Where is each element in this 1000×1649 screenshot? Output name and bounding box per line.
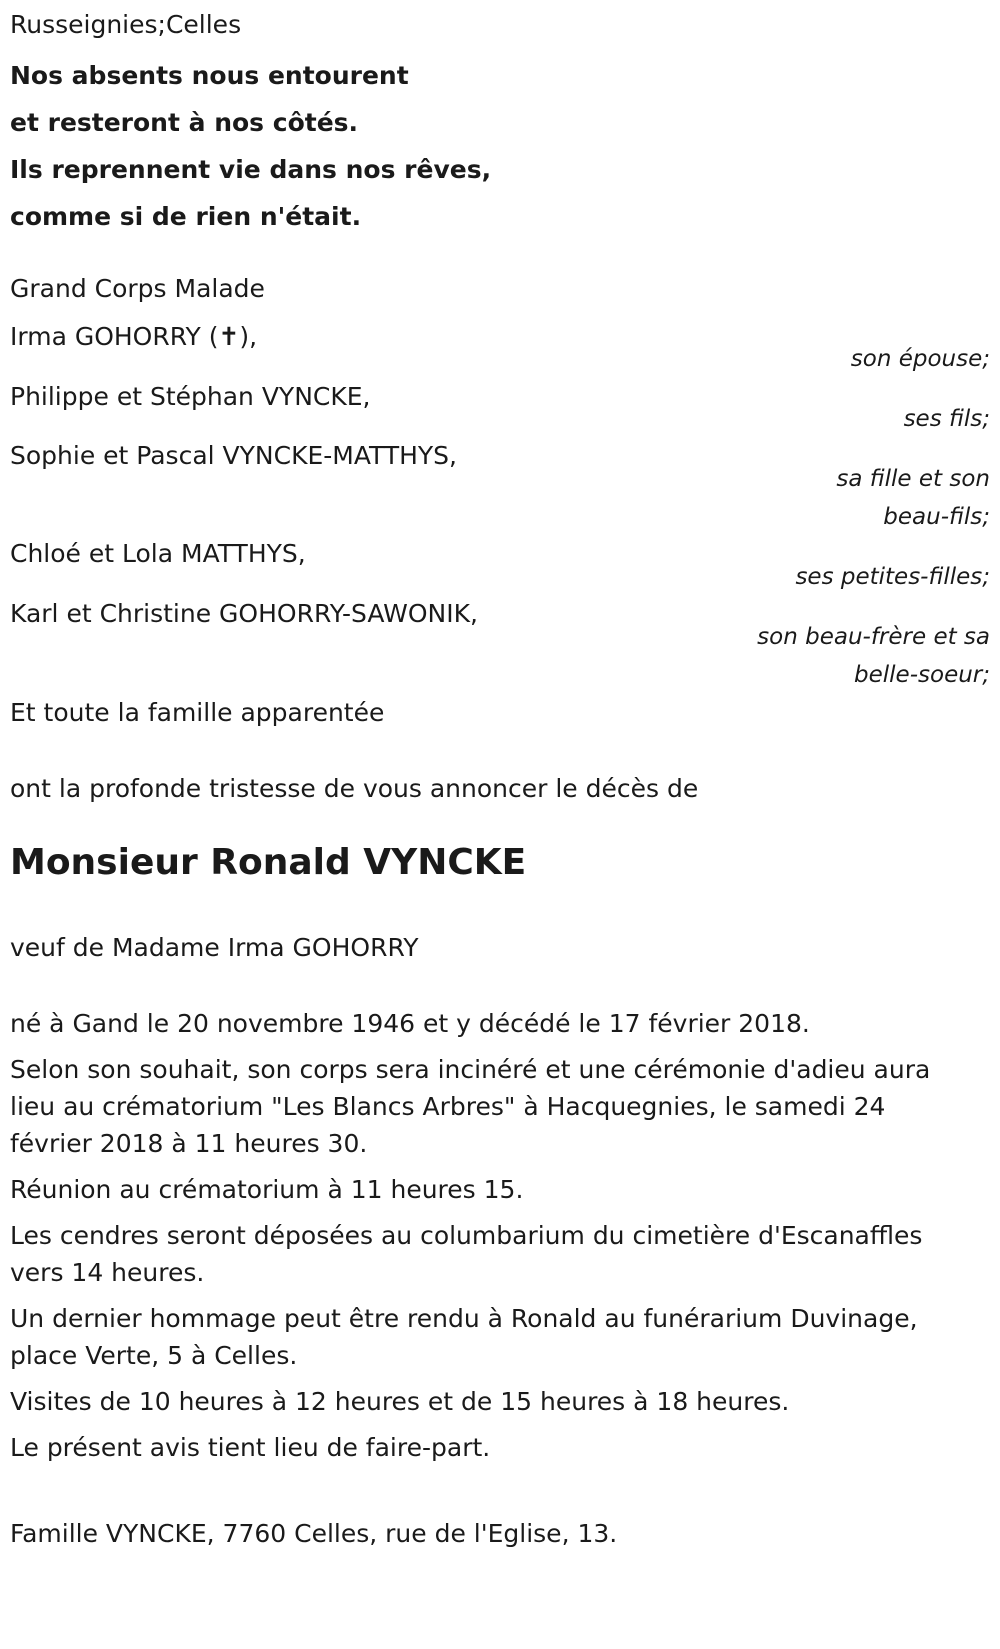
family-member-relation: son épouse; [850, 346, 990, 372]
detail-paragraph: Réunion au crématorium à 11 heures 15. [10, 1175, 524, 1204]
family-member-name: Karl et Christine GOHORRY-SAWONIK, [10, 599, 478, 628]
family-member-relation: belle-soeur; [854, 662, 990, 688]
location-line: Russeignies;Celles [10, 10, 242, 39]
family-member-relation: ses petites-filles; [795, 564, 990, 590]
family-member-name: Sophie et Pascal VYNCKE-MATTHYS, [10, 441, 457, 470]
detail-paragraph: Les cendres seront déposées au columbarium du cimetière d'Escanaffles vers 14 heures. [10, 1221, 923, 1287]
deceased-name: Monsieur Ronald VYNCKE [10, 842, 527, 883]
family-member-relation: sa fille et son [836, 466, 990, 492]
poem-line: Nos absents nous entourent [10, 61, 409, 90]
detail-paragraph: Selon son souhait, son corps sera incinéré et une cérémonie d'adieu aura lieu au crématorium "Les Blancs Arbres" à Hacquegnies, le samedi 24 février 2018 à 11 heures 30. [10, 1055, 931, 1158]
poem-line: et resteront à nos côtés. [10, 108, 359, 137]
family-member-relation: ses fils; [903, 406, 990, 432]
announcement-line: ont la profonde tristesse de vous annoncer le décès de [10, 774, 699, 803]
family-member-relation: son beau-frère et sa [757, 624, 990, 650]
widow-line: veuf de Madame Irma GOHORRY [10, 933, 419, 962]
family-member-name: Chloé et Lola MATTHYS, [10, 539, 306, 568]
detail-paragraph: né à Gand le 20 novembre 1946 et y décédé le 17 février 2018. [10, 1009, 810, 1038]
detail-paragraph: Un dernier hommage peut être rendu à Ronald au funérarium Duvinage, place Verte, 5 à Celles. [10, 1304, 918, 1370]
detail-paragraph: Visites de 10 heures à 12 heures et de 15 heures à 18 heures. [10, 1387, 790, 1416]
detail-paragraph: Le présent avis tient lieu de faire-part. [10, 1433, 491, 1462]
family-signature: Famille VYNCKE, 7760 Celles, rue de l'Eglise, 13. [10, 1519, 618, 1548]
extended-family-line: Et toute la famille apparentée [10, 698, 385, 727]
poem-line: Ils reprennent vie dans nos rêves, [10, 155, 492, 184]
family-member-name: Irma GOHORRY (✝), [10, 322, 258, 351]
poem-block [10, 52, 491, 240]
family-member-relation: beau-fils; [883, 504, 990, 530]
poem-author: Grand Corps Malade [10, 274, 265, 303]
family-member-name: Philippe et Stéphan VYNCKE, [10, 382, 371, 411]
details-block [10, 1005, 940, 1475]
poem-line: comme si de rien n'était. [10, 202, 362, 231]
